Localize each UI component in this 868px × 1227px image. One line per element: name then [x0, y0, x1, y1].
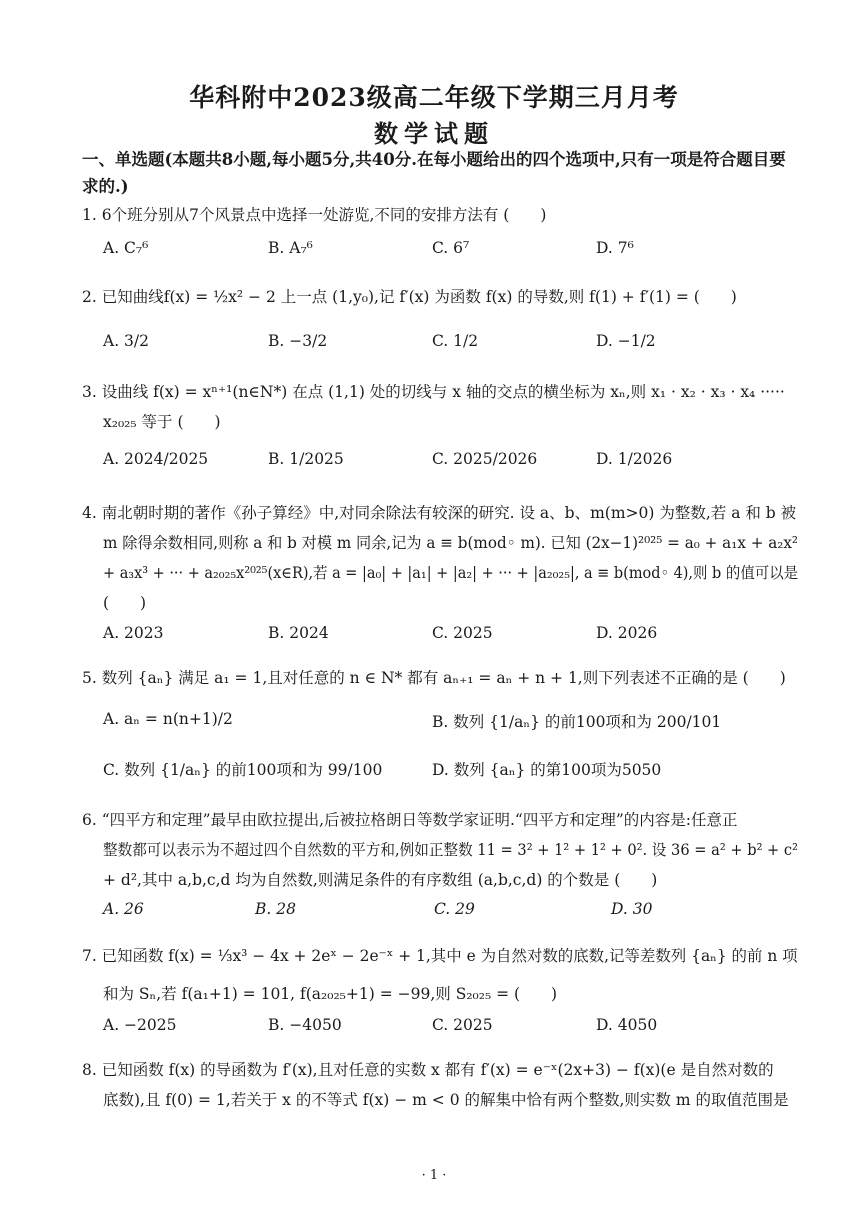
question-6-text-line3: + d²,其中 a,b,c,d 均为自然数,则满足条件的有序数组 (a,b,c,d) 的个数是 ( )	[103, 871, 658, 889]
question-8-text-line2: 底数),且 f(0) = 1,若关于 x 的不等式 f(x) − m < 0 的解集中恰有两个整数,则实数 m 的取值范围是	[103, 1091, 789, 1109]
q7-option-c: C. 2025	[432, 1016, 493, 1034]
q5-option-b: B. 数列 {1/aₙ} 的前100项和为 200/101	[432, 713, 722, 731]
question-6-text-line1: 6. “四平方和定理”最早由欧拉提出,后被拉格朗日等数学家证明.“四平方和定理”的内容是:任意正	[82, 811, 738, 829]
question-8-text-line1: 8. 已知函数 f(x) 的导函数为 f′(x),且对任意的实数 x 都有 f′(x) = e⁻ˣ(2x+3) − f(x)(e 是自然对数的	[82, 1061, 774, 1079]
question-7-text-line1: 7. 已知函数 f(x) = ⅓x³ − 4x + 2eˣ − 2e⁻ˣ + 1,其中 e 为自然对数的底数,记等差数列 {aₙ} 的前 n 项	[82, 947, 798, 965]
question-6-text-line2: 整数都可以表示为不超过四个自然数的平方和,例如正整数 11 = 3² + 1² + 1² + 0². 设 36 = a² + b² + c²	[103, 841, 798, 859]
q3-option-c: C. 2025/2026	[432, 450, 538, 468]
question-4-text-line2: m 除得余数相同,则称 a 和 b 对模 m 同余,记为 a ≡ b(mod◦ m). 已知 (2x−1)²⁰²⁵ = a₀ + a₁x + a₂x²	[103, 534, 799, 552]
q2-option-b: B. −3/2	[268, 332, 328, 350]
q4-option-a: A. 2023	[103, 624, 164, 642]
question-4-text-line1: 4. 南北朝时期的著作《孙子算经》中,对同余除法有较深的研究. 设 a、b、m(m>0) 为整数,若 a 和 b 被	[82, 504, 797, 522]
q3-option-b: B. 1/2025	[268, 450, 344, 468]
question-4-text-line3: + a₃x³ + ··· + a₂₀₂₅x²⁰²⁵(x∈R),若 a = |a₀| + |a₁| + |a₂| + ··· + |a₂₀₂₅|, a ≡ b(mod◦ 4),则 b 的值可以是	[103, 564, 799, 582]
q5-option-a: A. aₙ = n(n+1)/2	[103, 710, 233, 728]
question-4-text-line4: ( )	[103, 594, 147, 612]
q6-option-d: D. 30	[611, 900, 653, 918]
q6-option-a: A. 26	[103, 900, 144, 918]
question-7-text-line2: 和为 Sₙ,若 f(a₁+1) = 101, f(a₂₀₂₅+1) = −99,则 S₂₀₂₅ = ( )	[103, 985, 558, 1003]
q6-option-c: C. 29	[434, 900, 475, 918]
q7-option-b: B. −4050	[268, 1016, 342, 1034]
q4-option-b: B. 2024	[268, 624, 329, 642]
exam-title: 华科附中2023级高二年级下学期三月月考	[189, 83, 679, 112]
q4-option-d: D. 2026	[596, 624, 658, 642]
q4-option-c: C. 2025	[432, 624, 493, 642]
q5-option-d: D. 数列 {aₙ} 的第100项为5050	[432, 761, 662, 779]
exam-subtitle: 数学试题	[374, 119, 494, 148]
q3-option-a: A. 2024/2025	[103, 450, 209, 468]
q3-option-d: D. 1/2026	[596, 450, 673, 468]
section-heading: 一、单选题(本题共8小题,每小题5分,共40分.在每小题给出的四个选项中,只有一项是符合题目要求的.)	[82, 150, 786, 196]
question-2-text: 2. 已知曲线f(x) = ½x² − 2 上一点 (1,y₀),记 f′(x) 为函数 f(x) 的导数,则 f(1) + f′(1) = ( )	[82, 288, 737, 306]
q2-option-a: A. 3/2	[103, 332, 149, 350]
q2-option-d: D. −1/2	[596, 332, 656, 350]
q5-option-c: C. 数列 {1/aₙ} 的前100项和为 99/100	[103, 761, 383, 779]
q1-option-b: B. A₇⁶	[268, 239, 313, 257]
q1-option-a: A. C₇⁶	[103, 239, 149, 257]
question-3-text-line1: 3. 设曲线 f(x) = xⁿ⁺¹(n∈N*) 在点 (1,1) 处的切线与 x 轴的交点的横坐标为 xₙ,则 x₁ · x₂ · x₃ · x₄ ·····	[82, 383, 785, 401]
q7-option-a: A. −2025	[103, 1016, 177, 1034]
question-1-text: 1. 6个班分别从7个风景点中选择一处游览,不同的安排方法有 ( )	[82, 206, 547, 224]
q1-option-d: D. 7⁶	[596, 239, 634, 257]
q2-option-c: C. 1/2	[432, 332, 479, 350]
q6-option-b: B. 28	[255, 900, 296, 918]
page-number: · 1 ·	[421, 1168, 447, 1183]
q7-option-d: D. 4050	[596, 1016, 658, 1034]
q1-option-c: C. 6⁷	[432, 239, 470, 257]
question-5-text: 5. 数列 {aₙ} 满足 a₁ = 1,且对任意的 n ∈ N* 都有 aₙ₊₁ = aₙ + n + 1,则下列表述不正确的是 ( )	[82, 669, 786, 687]
question-3-text-line2: x₂₀₂₅ 等于 ( )	[103, 413, 221, 431]
